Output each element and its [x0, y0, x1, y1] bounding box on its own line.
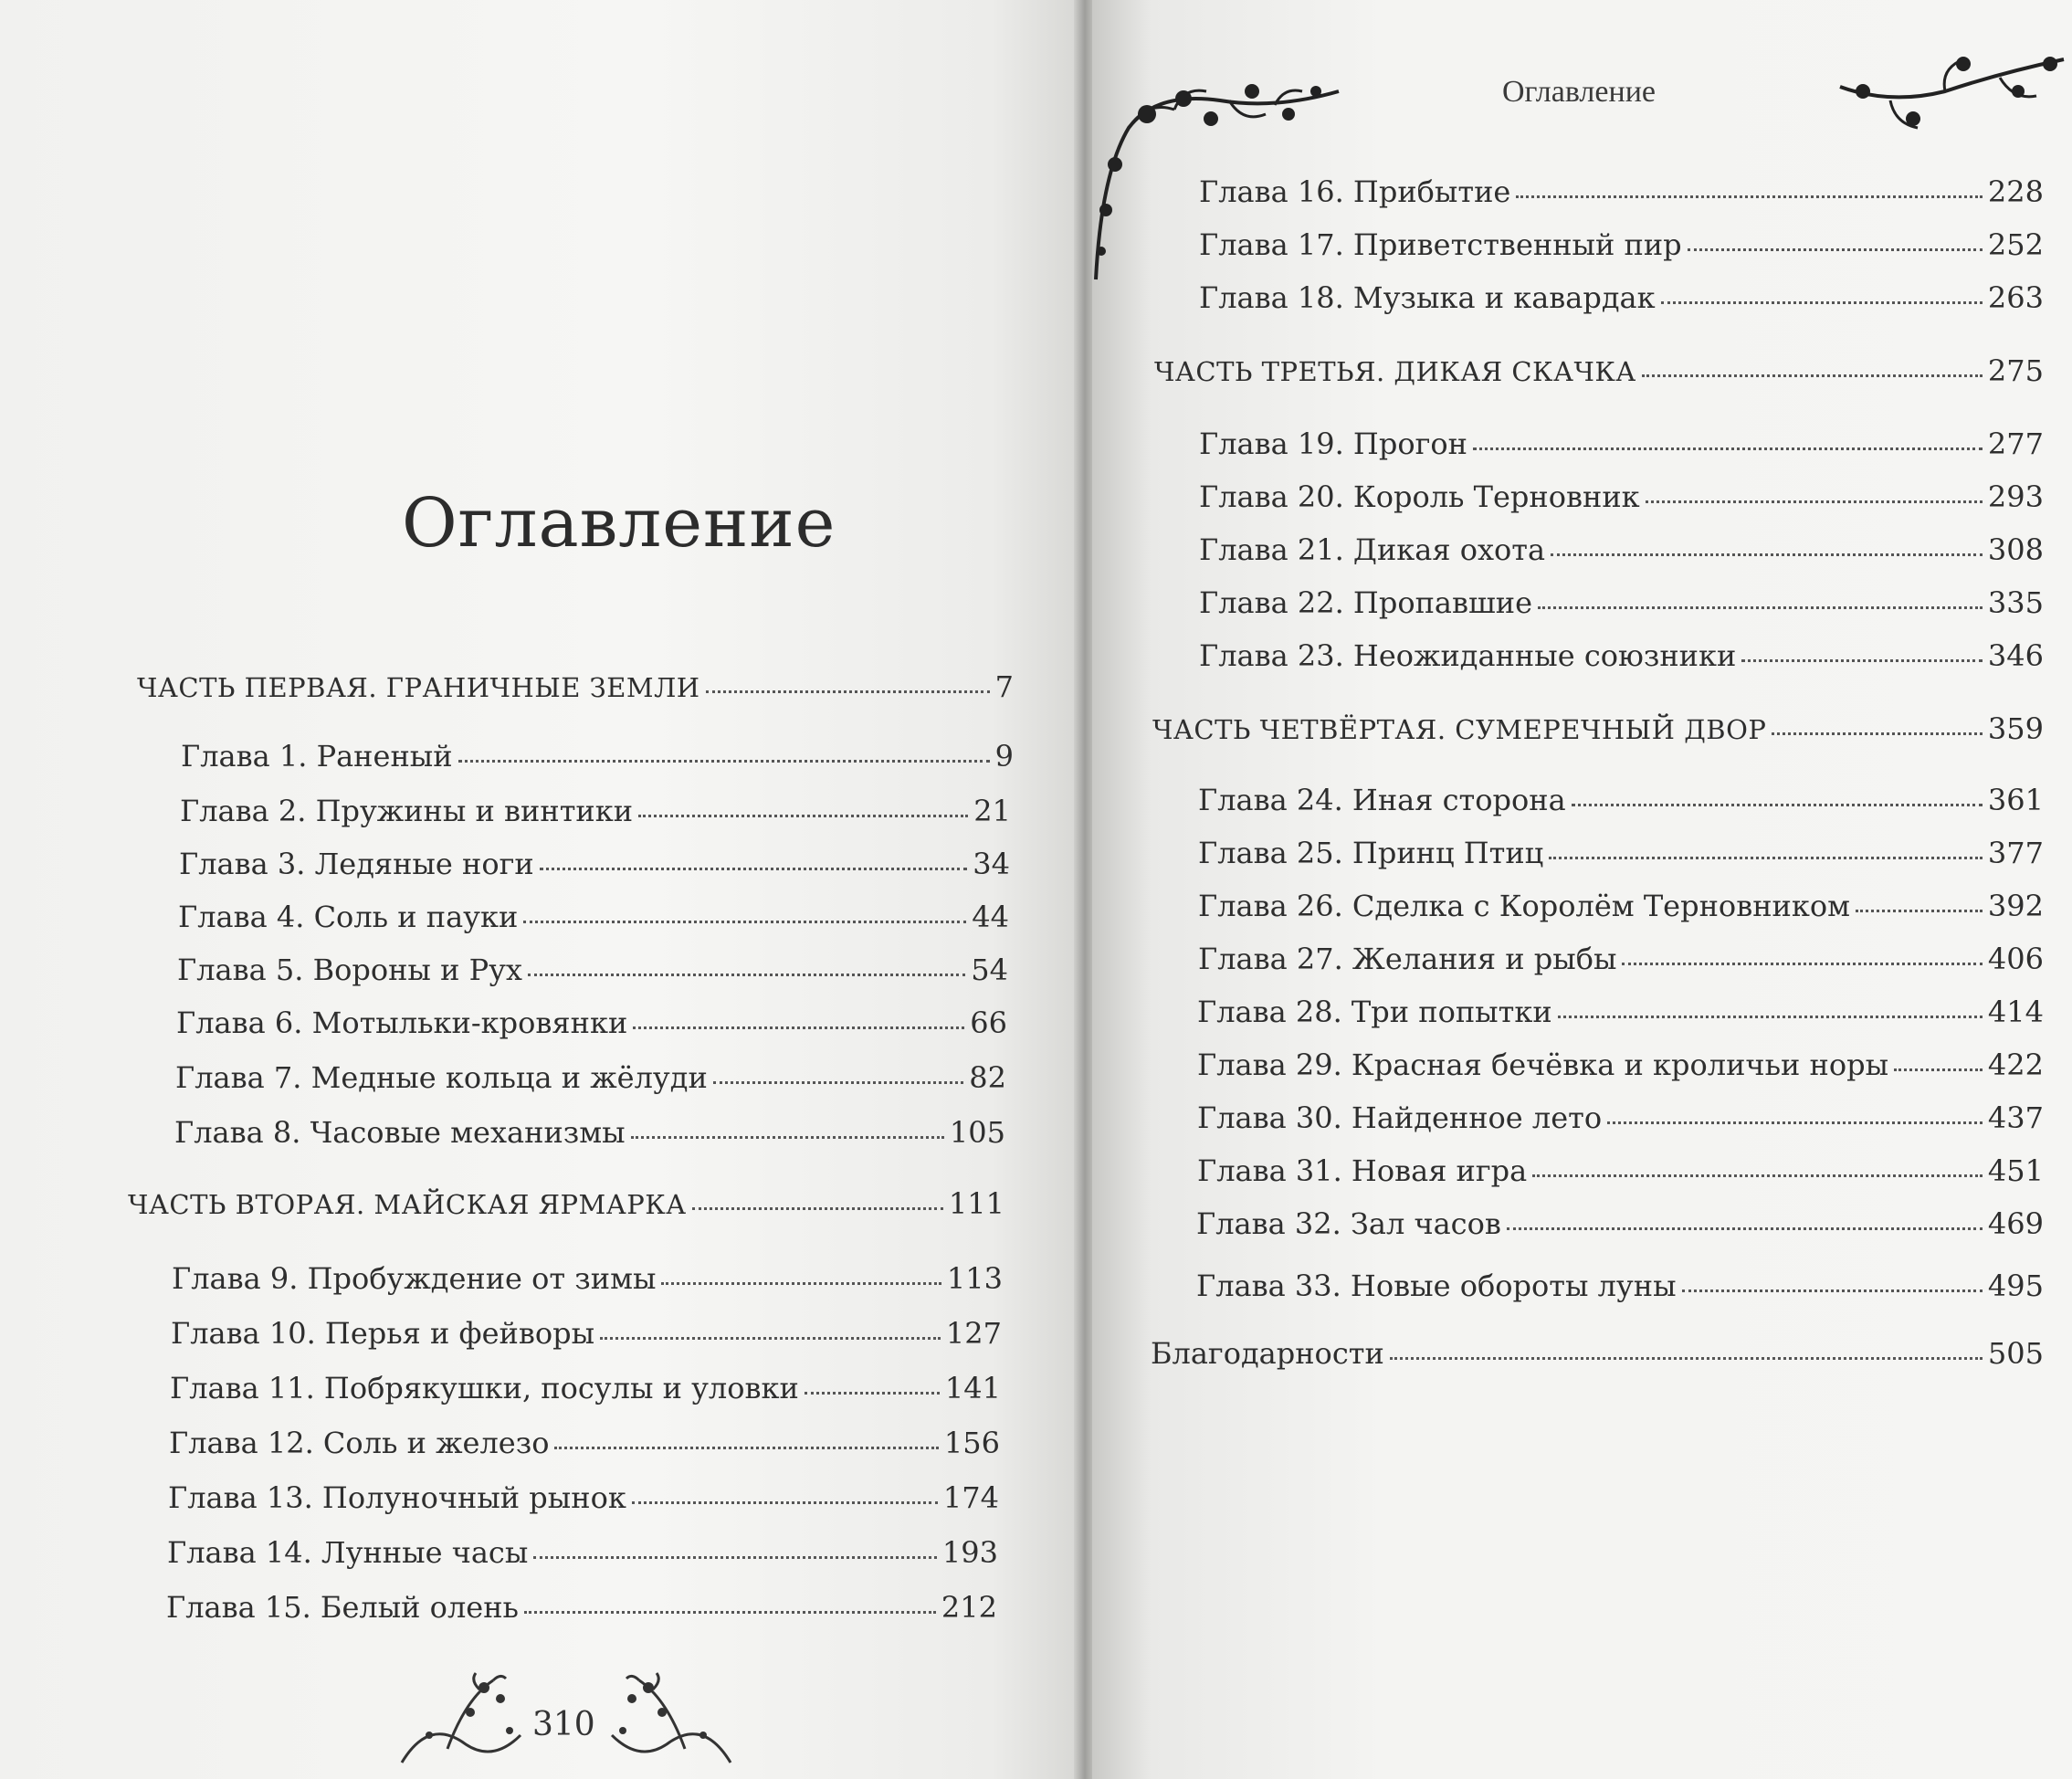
vine-ornament-icon — [393, 1662, 530, 1772]
vine-ornament-icon — [603, 1662, 740, 1772]
toc-entry: Глава 32. Зал часов 469 — [1196, 1206, 2044, 1241]
toc-entry: Глава 24. Иная сторона 361 — [1198, 783, 2044, 817]
toc-entry: Глава 15. Белый олень 212 — [166, 1590, 997, 1625]
toc-entry: Глава 21. Дикая охота 308 — [1199, 532, 2044, 567]
toc-entry: Глава 28. Три попытки 414 — [1197, 995, 2044, 1029]
toc-entry: Глава 23. Неожиданные союзники 346 — [1199, 638, 2044, 673]
toc-entry: Глава 11. Побрякушки, посулы и уловки 141 — [170, 1371, 1001, 1405]
toc-entry: Глава 17. Приветственный пир 252 — [1199, 227, 2044, 262]
toc-entry: Глава 1. Раненый 9 — [181, 739, 1014, 774]
toc-entry: Глава 31. Новая игра 451 — [1197, 1153, 2044, 1188]
toc-entry: Глава 12. Соль и железо 156 — [169, 1426, 1000, 1460]
toc-entry: Глава 3. Ледяные ноги 34 — [179, 847, 1010, 881]
toc-entry: ЧАСТЬ ВТОРАЯ. МАЙСКАЯ ЯРМАРКА 111 — [128, 1186, 1004, 1221]
page-number: 310 — [532, 1706, 595, 1743]
toc-entry: ЧАСТЬ ЧЕТВЁРТАЯ. СУМЕРЕЧНЫЙ ДВОР 359 — [1152, 711, 2044, 746]
toc-entry: Глава 18. Музыка и кавардак 263 — [1199, 280, 2044, 315]
toc-entry: Глава 8. Часовые механизмы 105 — [174, 1115, 1005, 1150]
toc-entry: Глава 22. Пропавшие 335 — [1199, 585, 2044, 620]
toc-entry: Глава 13. Полуночный рынок 174 — [168, 1480, 999, 1515]
toc-entry: Глава 10. Перья и фейворы 127 — [171, 1316, 1002, 1351]
toc-entry: Глава 7. Медные кольца и жёлуди 82 — [175, 1060, 1006, 1095]
toc-entry: Глава 16. Прибытие 228 — [1199, 174, 2044, 209]
toc-entry: Глава 19. Прогон 277 — [1199, 426, 2044, 461]
toc-entry: Глава 9. Пробуждение от зимы 113 — [172, 1261, 1003, 1296]
toc-entry: Глава 14. Лунные часы 193 — [167, 1535, 998, 1570]
toc-entry: ЧАСТЬ ПЕРВАЯ. ГРАНИЧНЫЕ ЗЕМЛИ 7 — [137, 669, 1014, 704]
toc-entry: Глава 30. Найденное лето 437 — [1197, 1100, 2044, 1135]
toc-entry: ЧАСТЬ ТРЕТЬЯ. ДИКАЯ СКАЧКА 275 — [1154, 353, 2044, 388]
corner-vine-icon — [1835, 50, 2068, 142]
toc-entry: Глава 25. Принц Птиц 377 — [1198, 836, 2044, 870]
toc-entry: Глава 2. Пружины и винтики 21 — [180, 794, 1011, 828]
toc-entry: Глава 4. Соль и пауки 44 — [178, 900, 1009, 934]
toc-entry: Глава 26. Сделка с Королём Терновником 392 — [1198, 889, 2044, 923]
toc-entry: Глава 27. Желания и рыбы 406 — [1198, 942, 2044, 976]
toc-entry: Глава 20. Король Терновник 293 — [1199, 479, 2044, 514]
toc-entry: Глава 6. Мотыльки-кровянки 66 — [176, 1005, 1007, 1040]
toc-entry: Глава 29. Красная бечёвка и кроличьи норы 422 — [1197, 1047, 2044, 1082]
toc-entry: Благодарности 505 — [1151, 1336, 2044, 1371]
running-title: Оглавление — [1502, 75, 1656, 109]
toc-entry: Глава 5. Вороны и Рух 54 — [177, 953, 1008, 987]
page-title: Оглавление — [402, 484, 836, 563]
toc-entry: Глава 33. Новые обороты луны 495 — [1196, 1268, 2044, 1303]
